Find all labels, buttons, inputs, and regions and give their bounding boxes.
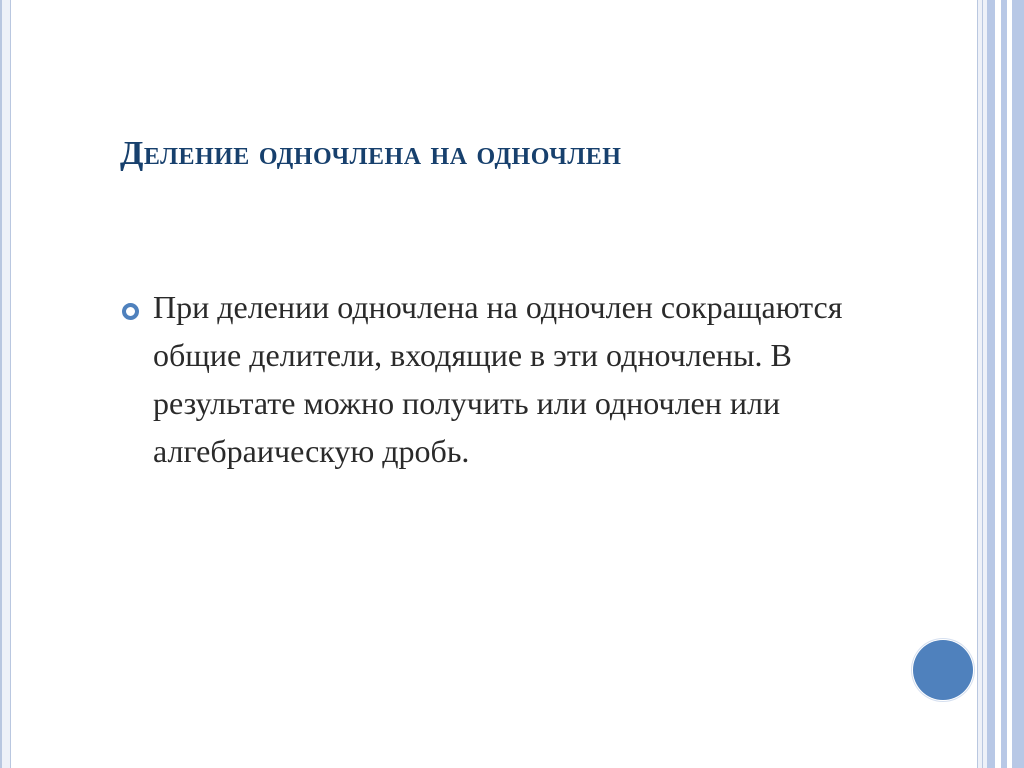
bullet-list: [118, 283, 938, 475]
right-stripe: [1012, 0, 1024, 768]
bullet-item: [118, 283, 938, 475]
ring-bullet-icon: [122, 303, 139, 320]
bullet-text: При делении одночлена на одночлен сокращаются общие делители, входящие в эти одночлены. В результате можно получить или одночлен или алгебраическую дробь.: [153, 289, 843, 469]
slide-title: Деление одночлена на одночлен: [120, 135, 622, 172]
right-stripe: [987, 0, 995, 768]
left-frame-band: [2, 0, 10, 768]
blue-circle-decoration-icon: [913, 640, 973, 700]
